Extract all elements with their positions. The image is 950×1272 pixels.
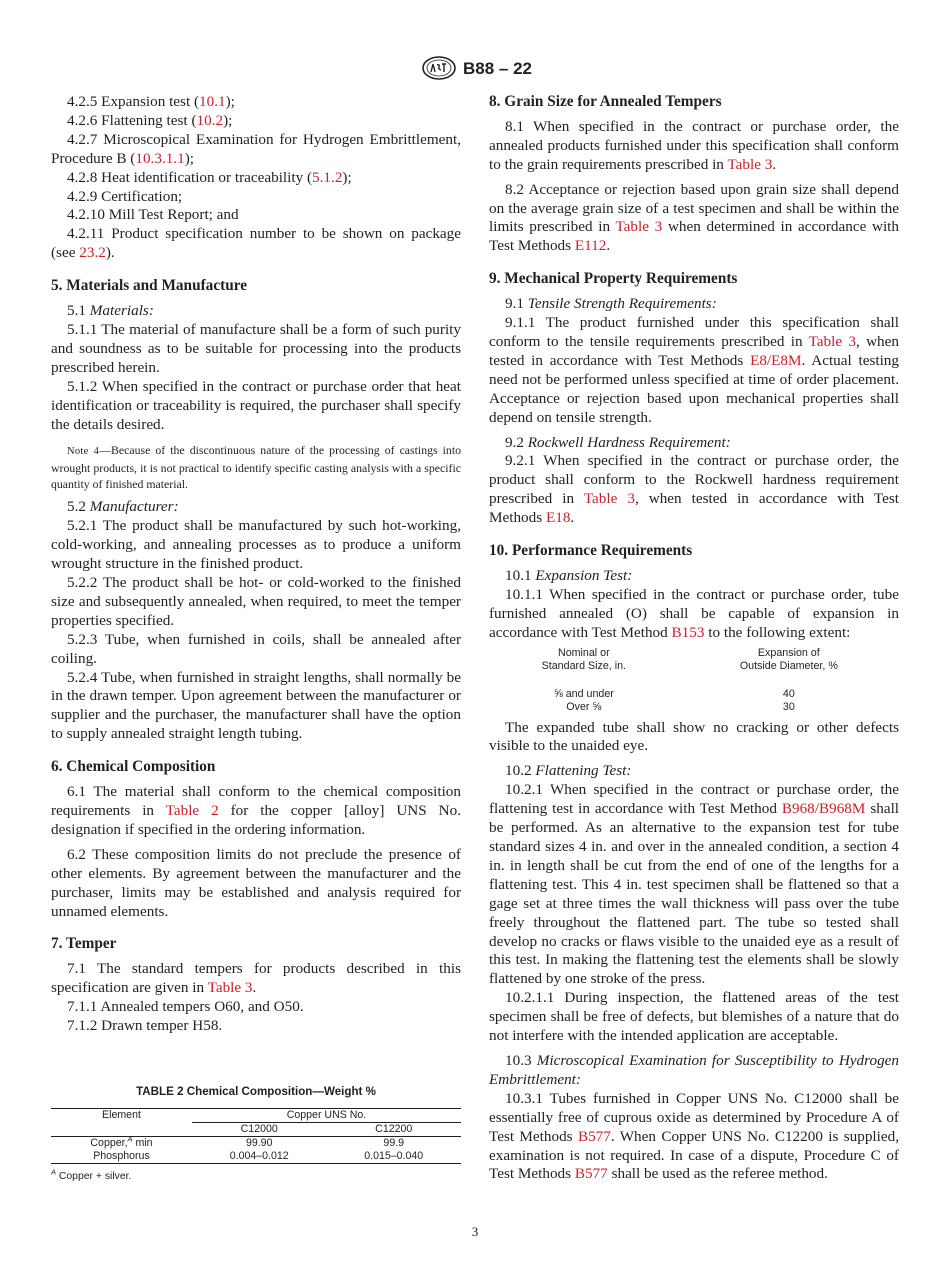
xref-link[interactable]: Table 2 — [165, 802, 219, 819]
paragraph: 5.1.1 The material of manufacture shall be a form of such purity and soundness as to be suitable for processing into the products prescribed herein. — [51, 320, 461, 376]
section-heading-8: 8. Grain Size for Annealed Tempers — [489, 93, 722, 110]
paragraph: 9.1.1 The product furnished under this specification shall conform to the tensile requirements prescribed in Table 3, when tested in accordance with Test Methods E8/E8M. Actual testing need not be performed unless specified at time of order placement. Acceptance or rejection based upon mechanical properties shall depend on tensile strength. — [489, 314, 899, 426]
xref-link[interactable]: Table 3 — [727, 155, 773, 173]
paragraph: 10.3.1 Tubes furnished in Copper UNS No. C12000 shall be essentially free of cuprous oxide as determined by Procedure A of Test Methods B577. When Copper UNS No. C12200 is supplied, examination is not required. In case of a dispute, Procedure C of Test Methods B577 shall be used as the referee method. — [489, 1089, 899, 1183]
table-row — [489, 701, 899, 715]
right-column — [489, 93, 899, 1184]
table-row — [51, 1136, 461, 1150]
list-item: 4.2.5 Expansion test (10.1); — [67, 93, 235, 110]
table-cell: Phosphorus — [51, 1150, 192, 1164]
list-item: 4.2.7 Microscopical Examination for Hydrogen Embrittlement, Procedure B (10.3.1.1); — [51, 130, 462, 167]
xref-link[interactable]: 23.2 — [79, 244, 106, 262]
paragraph: 7.1 The standard tempers for products described in this specification are given in Table 3. — [51, 960, 461, 997]
xref-link[interactable]: B577 — [574, 1165, 608, 1183]
xref-link[interactable]: 10.1 — [199, 93, 226, 110]
paragraph: 5.2.1 The product shall be manufactured by such hot-working, cold-working, and annealing processes as to produce a uniform wrought structure in the finished product. — [51, 517, 461, 573]
paragraph: 5.2.4 Tube, when furnished in straight lengths, shall normally be in the drawn temper. Upon agreement between the manufacturer or supplier and the purchaser, the manufacturer shall have the option to supply annealed straight length tubing. — [51, 668, 461, 743]
paragraph: 10.1 Expansion Test: — [505, 566, 633, 584]
page-number: 3 — [471, 1224, 479, 1239]
xref-link[interactable]: B153 — [671, 623, 705, 641]
left-column — [51, 93, 461, 1187]
xref-link[interactable]: Table 3 — [583, 490, 635, 508]
xref-link[interactable]: Table 3 — [808, 332, 856, 350]
table-cell: 0.004–0.012 — [192, 1150, 327, 1164]
table-row — [51, 1150, 461, 1164]
expansion-table — [489, 647, 899, 715]
paragraph: 10.2 Flattening Test: — [505, 762, 632, 780]
table-cell: 40 — [782, 687, 795, 700]
paragraph: 10.1.1 When specified in the contract or purchase order, tube furnished annealed (O) shall be capable of expansion in accordance with Test Method B153 to the following extent: — [489, 585, 899, 641]
xref-link[interactable]: E112 — [574, 237, 607, 255]
standard-designation: B88 – 22 — [463, 59, 532, 78]
paragraph: 10.3 Microscopical Examination for Susceptibility to Hydrogen Embrittlement: — [489, 1051, 900, 1088]
paragraph: 5.2.3 Tube, when furnished in coils, shall be annealed after coiling. — [51, 630, 461, 667]
paragraph: 10.2.1 When specified in the contract or purchase order, the flattening test in accordance with Test Method B968/B968M shall be performed. As an alternative to the expansion test for tube standard sizes 4 in. and over in the annealed condition, a section 4 in. in length shall be cut from the end of one of the lengths for a flattening test. This 4 in. test specimen shall be flattened so that a gage set at three times the wall thickness will pass over the tube freely throughout the flattened part. The tube so tested shall develop no cracks or flaws visible to the unaided eye as a result of this test. In making the flattening test the elements shall be slowly flattened by one stroke of the press. — [489, 781, 900, 988]
section-heading-5: 5. Materials and Manufacture — [51, 277, 248, 295]
page-header — [0, 56, 950, 82]
list-4-2 — [51, 93, 461, 263]
paragraph: 6.1 The material shall conform to the chemical composition requirements in Table 2 for the copper [alloy] UNS No. designation if specified in the ordering information. — [51, 783, 461, 838]
list-item: 4.2.9 Certification; — [67, 187, 183, 205]
xref-link[interactable]: Table 3 — [615, 218, 663, 236]
table-footnote: $^A$ Copper + silver. — [51, 1167, 132, 1182]
paragraph: 10.2.1.1 During inspection, the flattened areas of the test specimen shall be free of defects, but blemishes of a nature that do not interfere with the intended application are acceptable. — [489, 989, 899, 1045]
xref-link[interactable]: Table 3 — [207, 979, 253, 997]
xref-link[interactable]: E8/E8M — [750, 351, 802, 369]
section-heading-6: 6. Chemical Composition — [51, 758, 216, 776]
xref-link[interactable]: 10.3.1.1 — [135, 149, 185, 167]
list-item: 4.2.11 Product specification number to be shown on package (see 23.2). — [51, 225, 461, 262]
paragraph: 8.2 Acceptance or rejection based upon grain size shall depend on the average grain size of a test specimen and shall be within the limits prescribed in Table 3 when determined in accordance with Test Methods E112. — [489, 180, 899, 255]
xref-link[interactable]: B577 — [577, 1127, 611, 1145]
table-header-element: Element — [51, 1108, 192, 1136]
section-heading-10: 10. Performance Requirements — [489, 542, 693, 560]
paragraph: 9.2.1 When specified in the contract or purchase order, the product shall conform to the Rockwell hardness requirement prescribed in Table 3, when tested in accordance with Test Methods E18. — [489, 452, 900, 527]
table-cell: Over ⅝ — [566, 701, 602, 714]
xref-link[interactable]: 10.2 — [196, 111, 224, 129]
section-heading-9: 9. Mechanical Property Requirements — [489, 270, 738, 288]
paragraph: 5.1 Materials: — [67, 302, 154, 320]
xref-link[interactable]: 5.1.2 — [312, 168, 343, 186]
astm-logo-icon — [421, 56, 457, 80]
expansion-header-value: Expansion of Outside Diameter, % — [739, 646, 838, 673]
paragraph: 7.1.2 Drawn temper H58. — [67, 1017, 223, 1035]
table-header-c12200: C12200 — [326, 1122, 461, 1136]
table-row — [489, 688, 899, 702]
paragraph: 8.1 When specified in the contract or purchase order, the annealed products furnished under this specification shall conform to the grain requirements prescribed in Table 3. — [489, 117, 899, 173]
paragraph: The expanded tube shall show no cracking or other defects visible to the unaided eye. — [489, 718, 899, 755]
xref-link[interactable]: E18 — [545, 509, 571, 527]
expansion-header-size: Nominal or Standard Size, in. — [541, 646, 627, 673]
table-cell: ⅝ and under — [553, 687, 614, 700]
table-cell: Copper,$^A$ min — [90, 1134, 153, 1149]
paragraph: 5.1.2 When specified in the contract or purchase order that heat identification or traceability is required, the purchaser shall specify the details desired. — [51, 377, 461, 433]
paragraph: 9.2 Rockwell Hardness Requirement: — [505, 433, 731, 451]
paragraph: 5.2 Manufacturer: — [67, 498, 179, 516]
section-heading-7: 7. Temper — [51, 935, 117, 953]
table-2 — [51, 1108, 461, 1164]
paragraph: 6.2 These composition limits do not preclude the presence of other elements. By agreement between the manufacturer and the purchaser, limits may be established and analysis required for unnamed elements. — [51, 845, 461, 920]
list-item: 4.2.6 Flattening test (10.2); — [67, 111, 233, 129]
table-header-group: Copper UNS No. — [192, 1108, 461, 1122]
list-item: 4.2.8 Heat identification or traceability (5.1.2); — [67, 168, 352, 186]
xref-link[interactable]: B968/B968M — [781, 800, 866, 818]
table-cell: 30 — [782, 701, 795, 714]
table-cell: 0.015–0.040 — [326, 1150, 461, 1164]
paragraph: 5.2.2 The product shall be hot- or cold-worked to the finished size and subsequently annealed, when required, to meet the temper properties specified. — [51, 574, 461, 629]
table-cell: 99.90 — [245, 1136, 273, 1149]
table-2-title: TABLE 2 Chemical Composition—Weight % — [136, 1084, 376, 1098]
table-header-c12000: C12000 — [192, 1122, 327, 1136]
paragraph: 9.1 Tensile Strength Requirements: — [505, 295, 717, 313]
list-item: 4.2.10 Mill Test Report; and — [67, 206, 239, 224]
paragraph: 7.1.1 Annealed tempers O60, and O50. — [67, 998, 304, 1016]
table-cell: 99.9 — [383, 1136, 405, 1149]
note-4: Note 4—Because of the discontinuous nature of the processing of castings into wrought products, it is not practical to identify specific casting analysis with a specific quantity of finished material. — [51, 443, 461, 492]
